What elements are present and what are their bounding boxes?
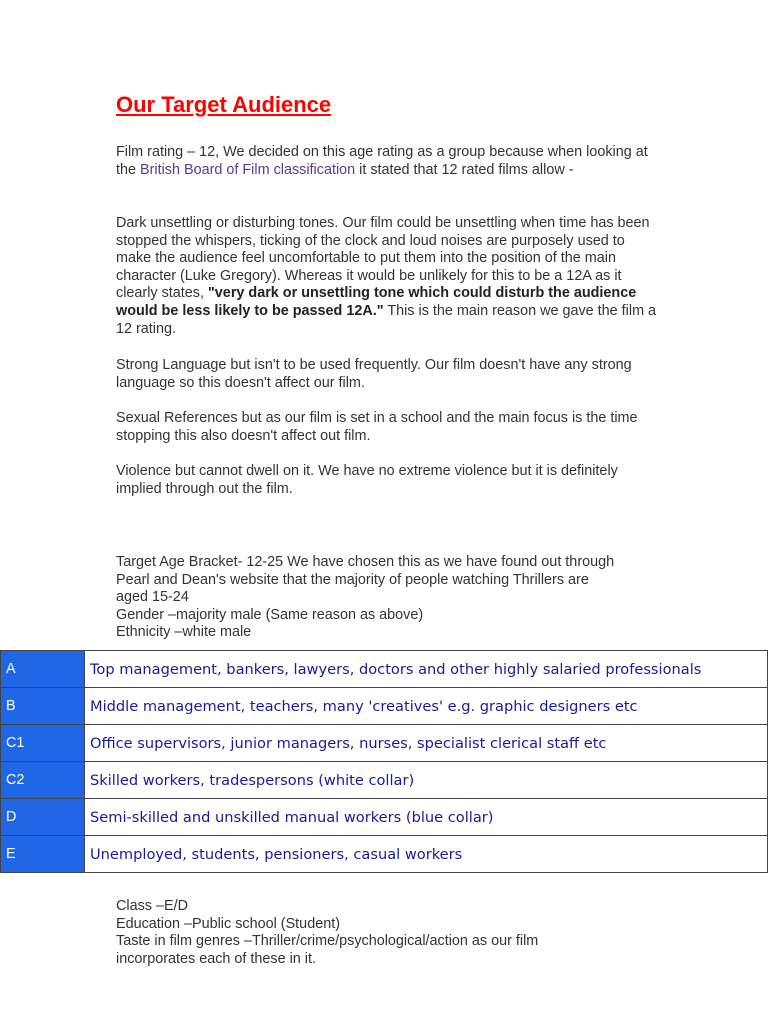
table-row (1, 762, 768, 799)
grade-cell: A (1, 651, 85, 688)
page-title: Our Target Audience (116, 92, 332, 117)
grade-description-cell: Semi-skilled and unskilled manual workers (blue collar) (85, 799, 768, 836)
bbfc-link[interactable]: British Board of Film classification (140, 161, 356, 178)
target-age: Target Age Bracket- 12-25 We have chosen this as we have found out through Pearl and Dean's website that the majority of people watching Thrillers are aged 15-24 (116, 554, 615, 606)
dark-tones-after: This is the main reason we gave the film a 12 rating. (116, 302, 657, 337)
film-rating-text: Film rating – 12, We decided on this age rating as a group because when looking at the (116, 144, 648, 178)
grade-cell: C1 (1, 725, 85, 762)
target-gender: Gender –majority male (Same reason as above) (116, 606, 424, 623)
film-rating-paragraph (116, 144, 661, 179)
table-row (1, 836, 768, 873)
dark-tones-quote: "very dark or unsettling tone which could disturb the audience would be less likely to be passed 12A." (116, 285, 637, 319)
footer-paragraph (116, 898, 596, 968)
footer-education: Education –Public school (Student) (116, 915, 340, 932)
grade-description-cell: Unemployed, students, pensioners, casual workers (85, 836, 768, 873)
grade-cell: D (1, 799, 85, 836)
grade-description-cell: Middle management, teachers, many 'creatives' e.g. graphic designers etc (85, 688, 768, 725)
dark-tones-text: Dark unsettling or disturbing tones. Our film could be unsettling when time has been stopped the whispers, ticking of the clock and loud noises are purposely used to make the audience feel uncomfortable to put them into the position of the main character (Luke Gregory). Whereas it would be unlikely for this to be a 12A as it clearly states, (116, 215, 650, 302)
dark-tones-paragraph (116, 215, 661, 338)
footer-taste: Taste in film genres –Thriller/crime/psychological/action as our film incorporates each of these in it. (116, 933, 539, 967)
target-paragraph (116, 554, 616, 642)
grade-description-cell: Office supervisors, junior managers, nurses, specialist clerical staff etc (85, 725, 768, 762)
grade-description-cell: Skilled workers, tradespersons (white collar) (85, 762, 768, 799)
grade-description-cell: Top management, bankers, lawyers, doctors and other highly salaried professionals (85, 651, 768, 688)
film-rating-suffix: it stated that 12 rated films allow - (359, 161, 574, 178)
sexual-references-paragraph: Sexual References but as our film is set in a school and the main focus is the time stopping this also doesn't affect out film. (116, 410, 638, 444)
target-ethnicity: Ethnicity –white male (116, 624, 252, 641)
language-paragraph: Strong Language but isn't to be used frequently. Our film doesn't have any strong language so this doesn't affect our film. (116, 357, 632, 391)
grade-cell: C2 (1, 762, 85, 799)
social-grade-table (0, 650, 768, 873)
grade-cell: B (1, 688, 85, 725)
violence-paragraph: Violence but cannot dwell on it. We have no extreme violence but it is definitely implied through out the film. (116, 463, 618, 497)
grade-cell: E (1, 836, 85, 873)
footer-class: Class –E/D (116, 898, 188, 914)
table-row (1, 688, 768, 725)
table-row (1, 651, 768, 688)
table-row (1, 725, 768, 762)
table-row (1, 799, 768, 836)
